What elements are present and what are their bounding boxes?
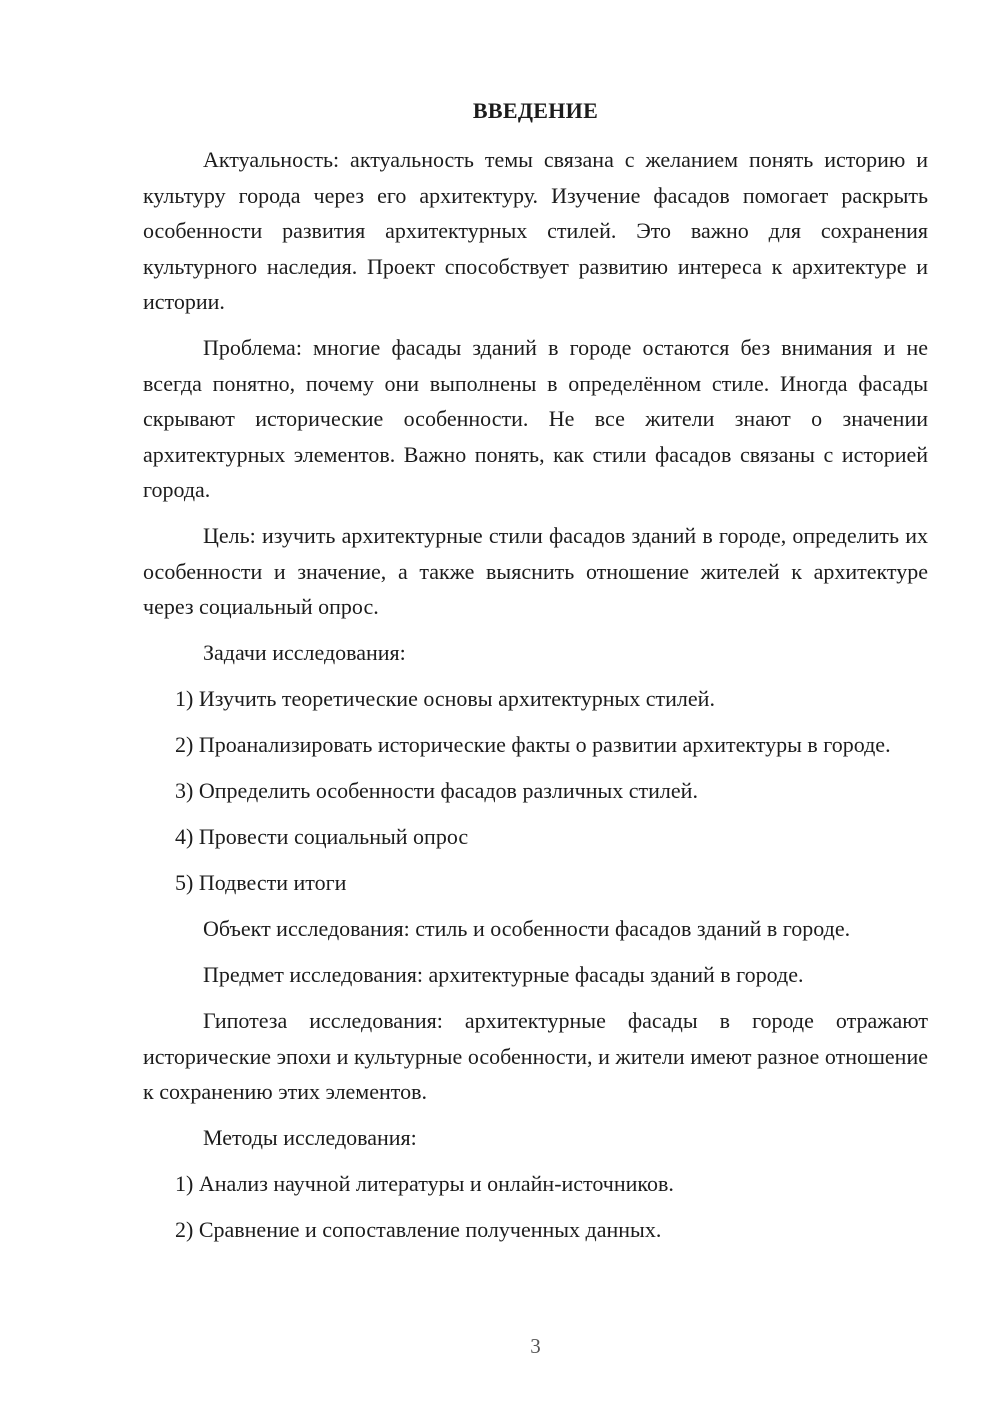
- paragraph-subject: Предмет исследования: архитектурные фасады зданий в городе.: [203, 962, 804, 987]
- method-item-2: 2) Сравнение и сопоставление полученных данных.: [175, 1217, 662, 1242]
- task-item-1: 1) Изучить теоретические основы архитектурных стилей.: [175, 686, 715, 711]
- task-item-5: 5) Подвести итоги: [175, 870, 347, 895]
- page-title: ВВЕДЕНИЕ: [472, 98, 599, 123]
- paragraph-tasks-heading: Задачи исследования:: [203, 640, 406, 665]
- paragraph-object: Объект исследования: стиль и особенности фасадов зданий в городе.: [203, 916, 851, 941]
- method-item-1: 1) Анализ научной литературы и онлайн-источников.: [175, 1171, 674, 1196]
- paragraph-goal: Цель: изучить архитектурные стили фасадов зданий в городе, определить их особенности и значение, а также выяснить отношение жителей к архитектуре через социальный опрос.: [143, 523, 928, 619]
- page-number: 3: [530, 1334, 541, 1358]
- paragraph-problem: Проблема: многие фасады зданий в городе остаются без внимания и не всегда понятно, почему они выполнены в определённом стиле. Иногда фасады скрывают исторические особенности. Не все жители знают о значении архитектурных элементов. Важно понять, как стили фасадов связаны с историей города.: [143, 335, 928, 502]
- paragraph-relevance: Актуальность: актуальность темы связана с желанием понять историю и культуру города через его архитектуру. Изучение фасадов помогает раскрыть особенности развития архитектурных стилей. Это важно для сохранения культурного наследия. Проект способствует развитию интереса к архитектуре и истории.: [143, 147, 928, 314]
- paragraph-hypothesis: Гипотеза исследования: архитектурные фасады в городе отражают исторические эпохи и культурные особенности, и жители имеют разное отношение к сохранению этих элементов.: [143, 1008, 928, 1104]
- task-item-3: 3) Определить особенности фасадов различных стилей.: [175, 778, 698, 803]
- paragraph-methods-heading: Методы исследования:: [203, 1125, 417, 1150]
- task-item-4: 4) Провести социальный опрос: [175, 824, 469, 849]
- task-item-2: 2) Проанализировать исторические факты о развитии архитектуры в городе.: [175, 732, 891, 757]
- document-body: [143, 142, 928, 1258]
- document-page: [143, 0, 928, 1414]
